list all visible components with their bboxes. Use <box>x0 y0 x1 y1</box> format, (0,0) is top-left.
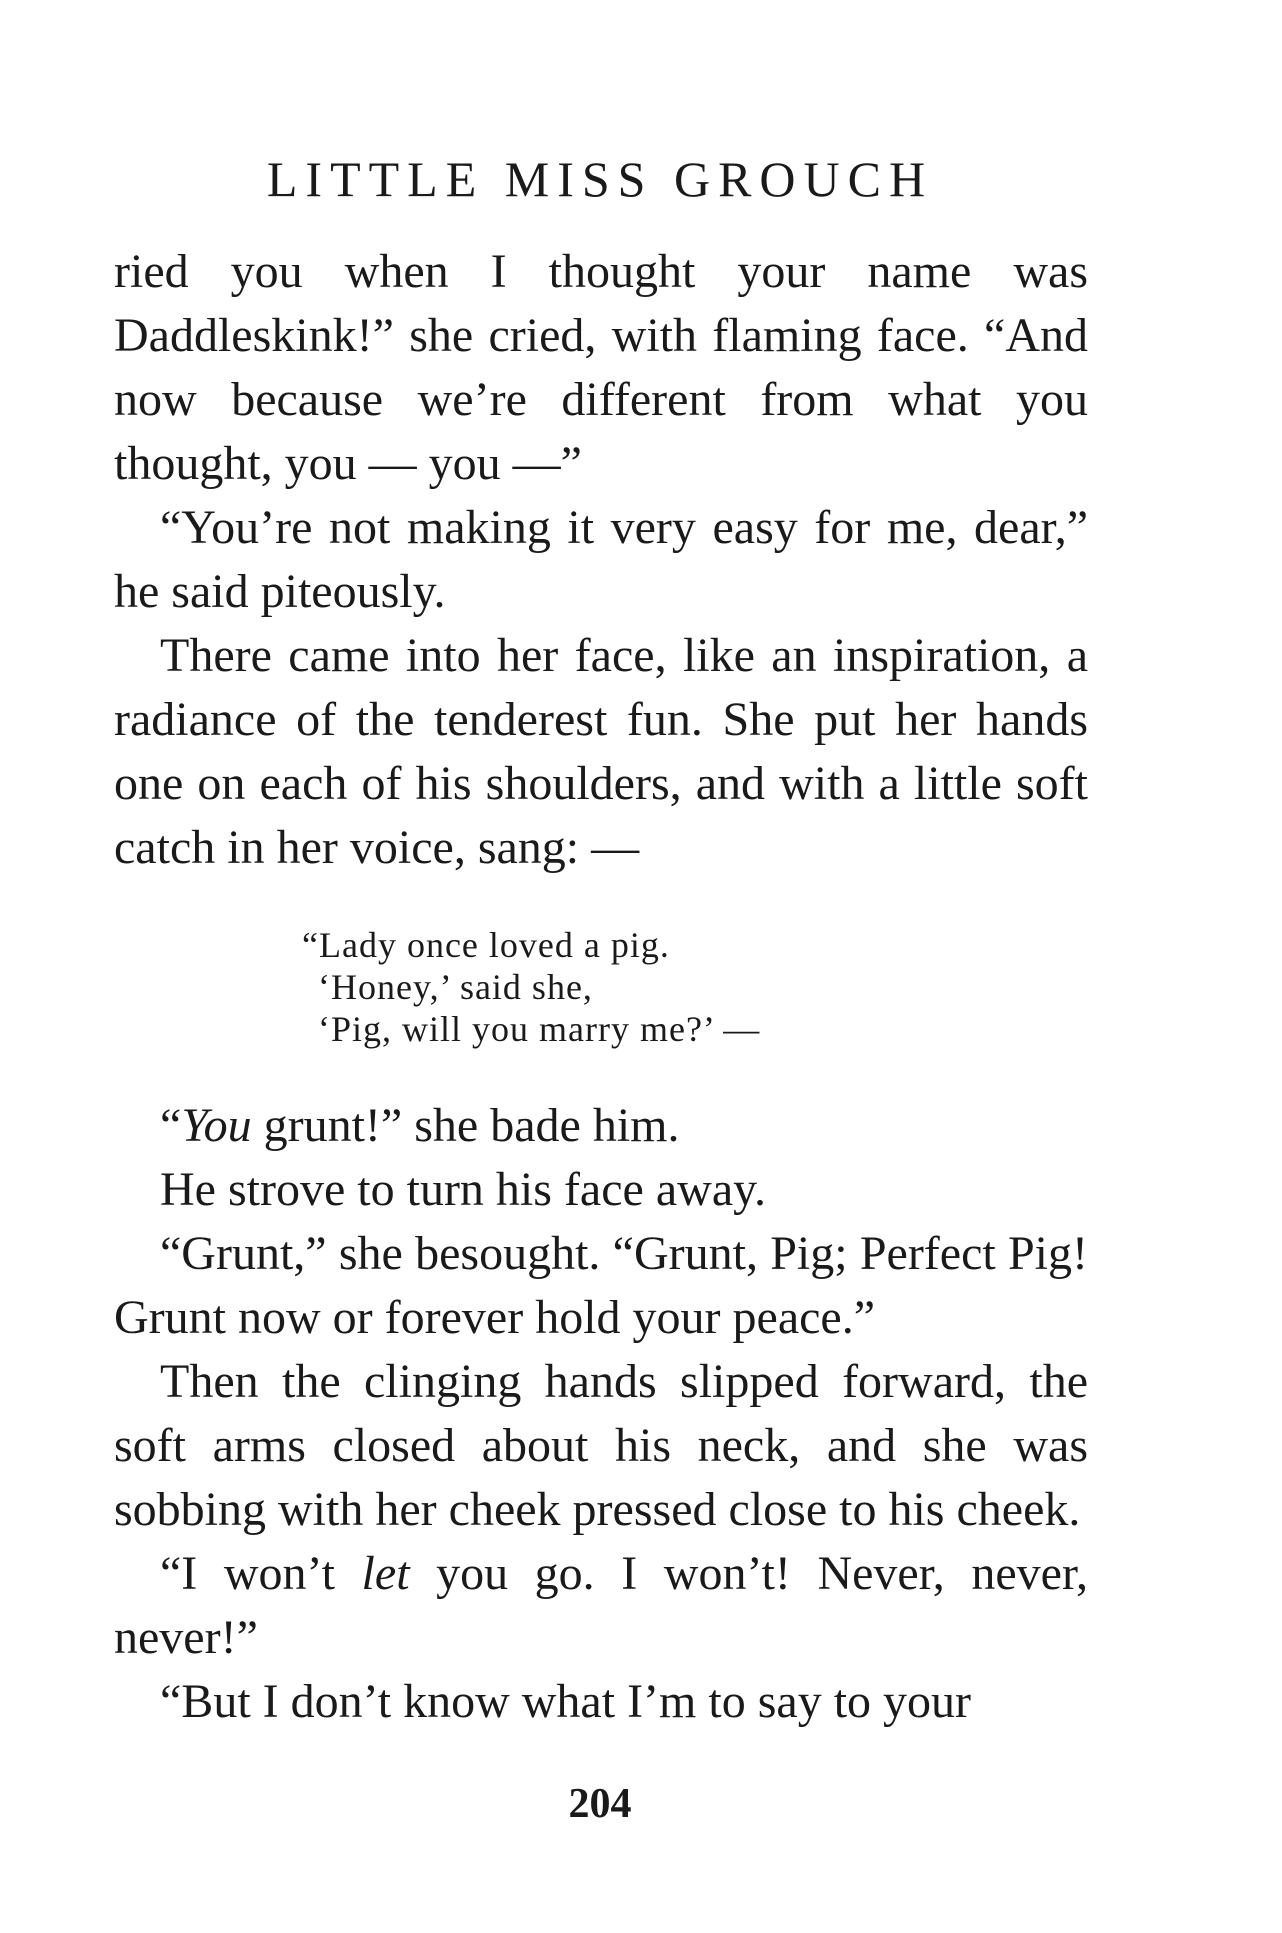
poem-line: ‘Honey,’ said she, <box>318 967 593 1007</box>
poem-line: ‘Pig, will you marry me?’ — <box>318 1009 761 1049</box>
running-head: LITTLE MISS GROUCH <box>266 151 934 207</box>
paragraph: “You’re not making it very easy for me, dear,” he said piteously. <box>114 501 1088 618</box>
paragraph: Then the clinging hands slipped forward, the soft arms closed about his neck, and she was sobbing with her cheek pressed close to his cheek. <box>114 1355 1088 1536</box>
paragraph: There came into her face, like an inspiration, a radiance of the tenderest fun. She put her hands one on each of his shoulders, and with a little soft catch in her voice, sang: — <box>114 629 1088 874</box>
italic-word: You <box>181 1099 252 1152</box>
quote-open: “ <box>160 1099 182 1152</box>
body-text <box>114 240 1088 1734</box>
paragraph-start: “I won’t <box>160 1547 362 1600</box>
paragraph: He strove to turn his face away. <box>160 1163 766 1216</box>
italic-word: let <box>361 1547 410 1600</box>
paragraph <box>114 1542 1088 1670</box>
paragraph-rest: you go. I won’t! Never, never, never!” <box>114 1547 1089 1664</box>
paragraph <box>114 1094 1088 1158</box>
paragraph: ried you when I thought your name was Daddleskink!” she cried, with flaming face. “And now because we’re different from what you thought, you — you —” <box>114 245 1088 490</box>
paragraph: “Grunt,” she besought. “Grunt, Pig; Perfect Pig! Grunt now or forever hold your peace.” <box>114 1227 1088 1344</box>
paragraph-rest: grunt!” she bade him. <box>251 1099 680 1152</box>
poem-line: “Lady once loved a pig. <box>302 925 670 965</box>
poem-verse <box>302 924 1088 1050</box>
paragraph: “But I don’t know what I’m to say to your <box>160 1675 972 1728</box>
page-number: 204 <box>568 1781 632 1827</box>
